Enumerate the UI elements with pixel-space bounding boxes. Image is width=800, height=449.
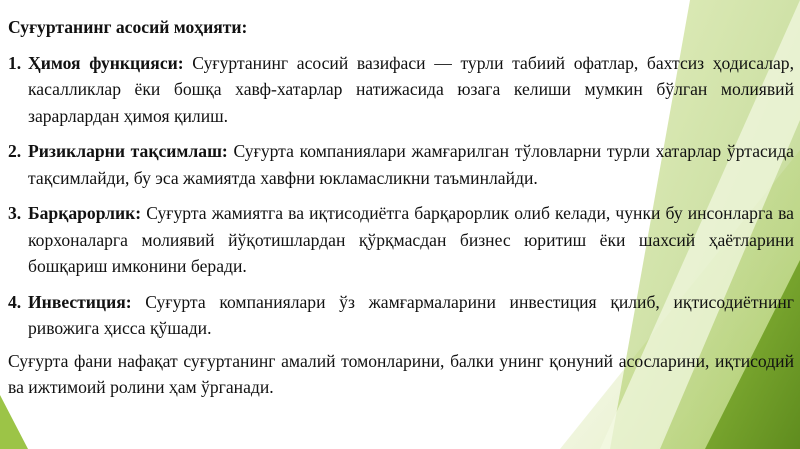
list-item-term: Барқарорлик: xyxy=(28,203,142,223)
list-item xyxy=(8,50,794,130)
list-item-body xyxy=(28,289,794,342)
function-list xyxy=(8,50,794,342)
list-item-text: Суғурта компаниялари жамғарилган тўловларни турли хатарлар ўртасида тақсимлайди, бу эса жамиятда хавфни юкламасликни таъминлайди. xyxy=(28,141,794,188)
list-item-body xyxy=(28,138,794,191)
list-item-number: 4. xyxy=(8,291,22,312)
list-item-term: Ҳимоя функцияси: xyxy=(28,52,184,73)
closing-paragraph: Суғурта фани нафақат суғуртанинг амалий томонларини, балки унинг қонуний асосларини, иқтисодий ва ижтимоий ролини ҳам ўрганади. xyxy=(8,350,794,397)
slide-heading: Суғуртанинг асосий моҳияти: xyxy=(8,17,248,37)
list-item xyxy=(8,289,794,342)
list-item-text: Суғурта жамиятга ва иқтисодиётга барқарорлик олиб келади, чунки бу инсонларга ва корхоналарга молиявий йўқотишлардан қўрқмасдан бизнес юритиш ёки шахсий ҳаётларини бошқариш имконини беради. xyxy=(28,203,794,276)
list-item xyxy=(8,200,794,280)
list-item-term: Ризикларни тақсимлаш: xyxy=(28,141,228,161)
list-item xyxy=(8,138,794,191)
list-item-text: Суғурта компаниялари ўз жамғармаларини инвестиция қилиб, иқтисодиётнинг ривожига ҳисса қўшади. xyxy=(28,291,794,338)
list-item-text: Суғуртанинг асосий вазифаси — турли табиий офатлар, бахтсиз ҳодисалар, касалликлар ёки бошқа хавф-хатарлар натижасида юзага келиши мумкин бўлган молиявий зарарлардан ҳимоя қилиш. xyxy=(28,52,794,126)
slide-content xyxy=(8,14,794,401)
list-item-number: 1. xyxy=(8,52,22,73)
list-item-body xyxy=(28,200,794,280)
list-item-number: 3. xyxy=(8,203,22,223)
list-item-number: 2. xyxy=(8,141,22,161)
list-item-term: Инвестиция: xyxy=(28,291,132,312)
list-item-body xyxy=(28,50,794,130)
